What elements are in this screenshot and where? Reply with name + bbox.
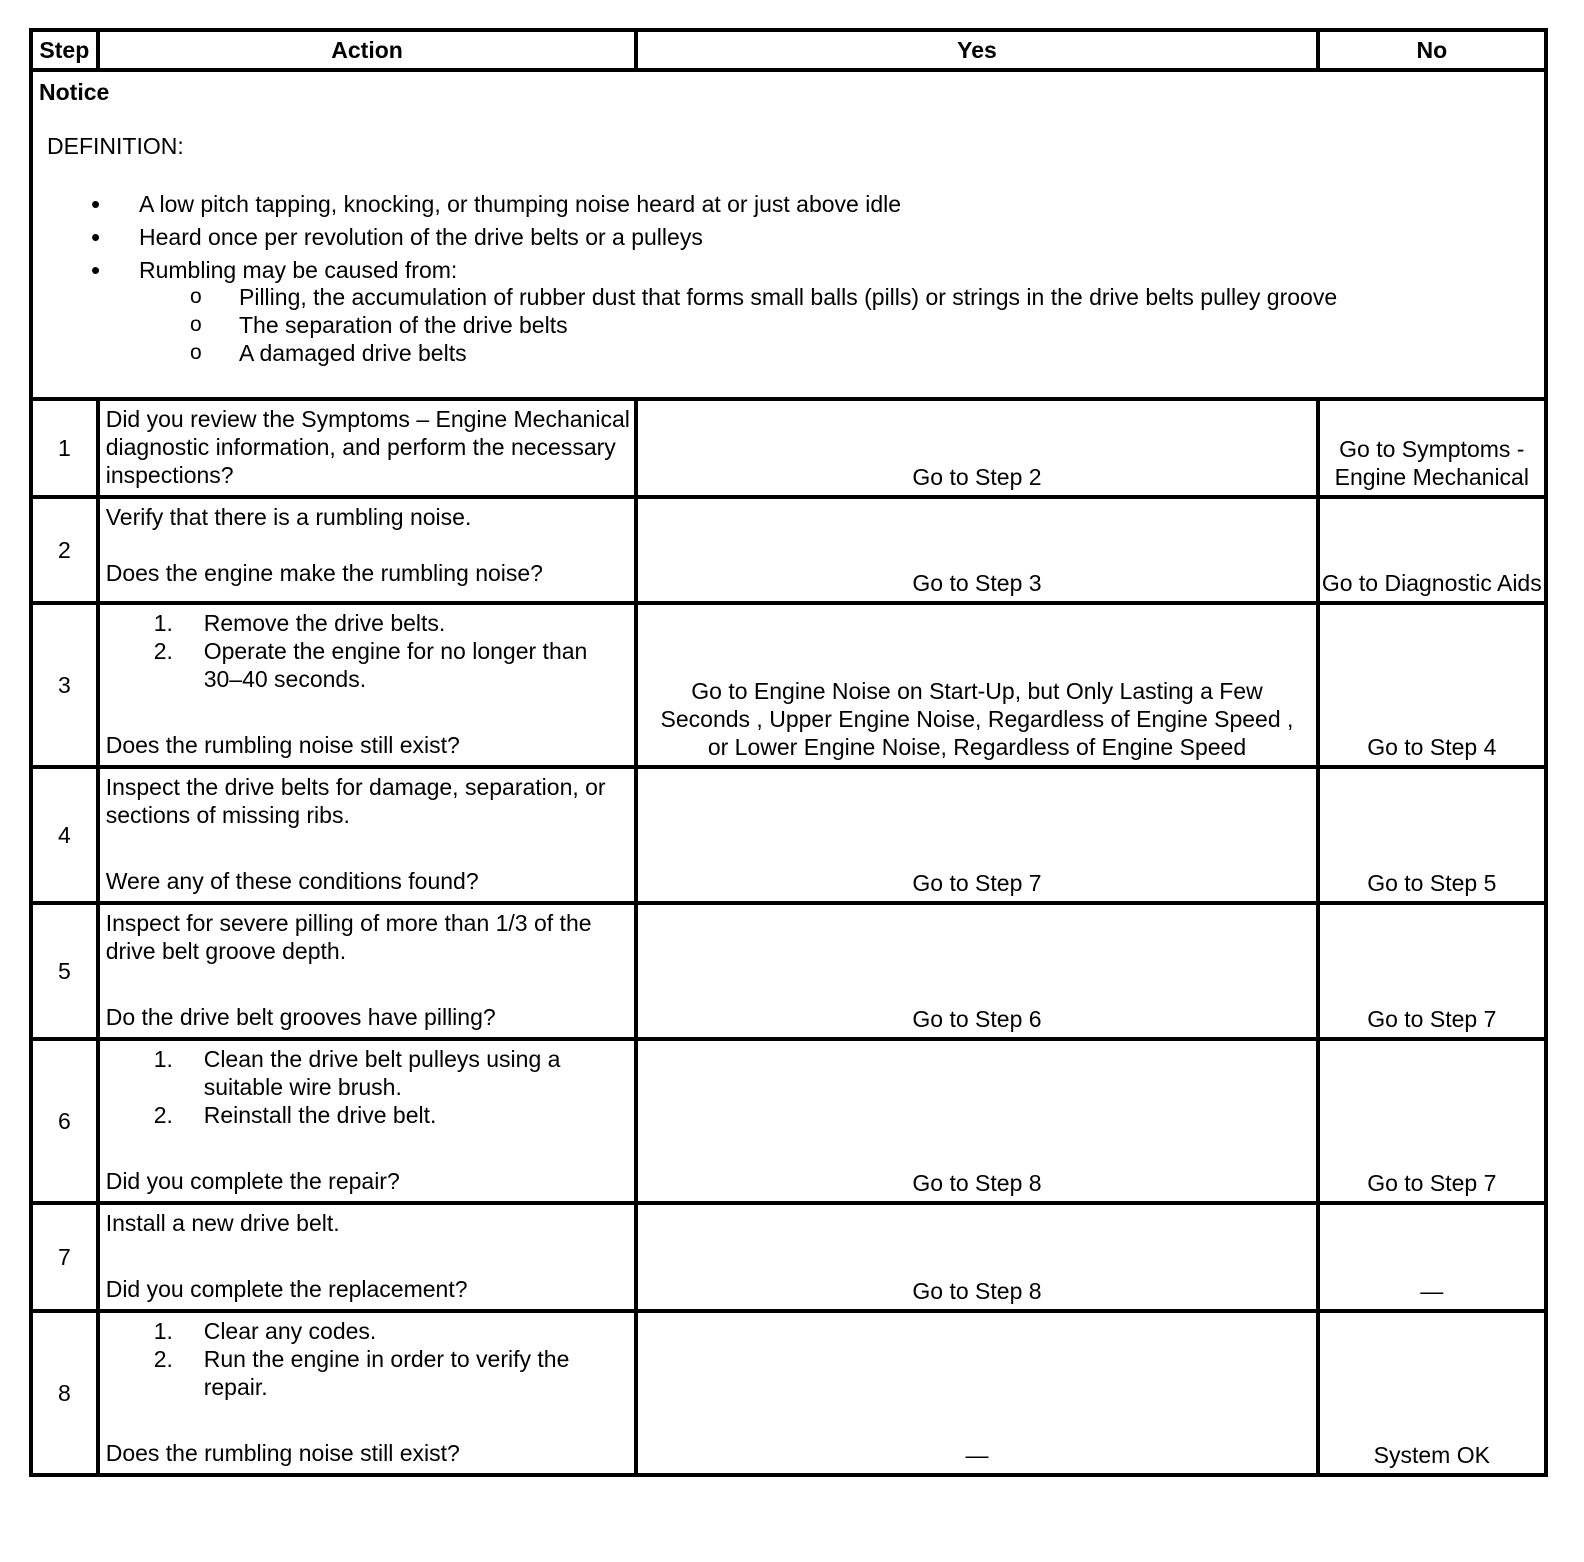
notice-row — [31, 70, 1546, 399]
step-number: 3 — [31, 603, 98, 767]
yes-cell: Go to Step 6 — [636, 903, 1317, 1039]
bullet-item — [39, 254, 1538, 367]
yes-cell: — — [636, 1311, 1317, 1475]
no-cell: Go to Step 7 — [1318, 903, 1546, 1039]
sub-bullet-item: o A damaged drive belts — [139, 339, 1538, 367]
step-number: 1 — [31, 399, 98, 497]
spacer — [106, 829, 631, 867]
action-cell — [98, 1203, 637, 1311]
yes-cell: Go to Step 8 — [636, 1203, 1317, 1311]
header-no: No — [1318, 30, 1546, 70]
item-text: Clear any codes. — [203, 1318, 377, 1344]
action-steps — [106, 1317, 631, 1401]
yes-cell: Go to Step 8 — [636, 1039, 1317, 1203]
step-row — [31, 1203, 1546, 1311]
step-number: 5 — [31, 903, 98, 1039]
action-question: Does the rumbling noise still exist? — [105, 1440, 460, 1466]
action-text: Did you review the Symptoms – Engine Mechanical diagnostic information, and perform the necessary inspections? — [105, 406, 630, 488]
header-yes: Yes — [636, 30, 1317, 70]
action-question: Do the drive belt grooves have pilling? — [105, 1004, 496, 1030]
diagnostic-table — [29, 28, 1548, 1477]
step-number: 2 — [31, 497, 98, 603]
action-question: Did you complete the repair? — [105, 1168, 400, 1194]
header-action: Action — [98, 30, 637, 70]
bullet-item: • Heard once per revolution of the drive belts or a pulleys — [39, 221, 1538, 254]
step-row — [31, 767, 1546, 903]
item-text: Run the engine in order to verify the repair. — [203, 1346, 570, 1400]
header-step: Step — [31, 30, 98, 70]
item-number: 1. — [153, 1046, 173, 1072]
action-text: Inspect the drive belts for damage, separation, or sections of missing ribs. — [105, 774, 606, 828]
bullet-text: Rumbling may be caused from: — [139, 257, 458, 283]
action-cell — [98, 603, 637, 767]
action-question: Were any of these conditions found? — [105, 868, 479, 894]
item-number: 2. — [153, 1102, 173, 1128]
yes-cell: Go to Step 7 — [636, 767, 1317, 903]
action-cell — [98, 903, 637, 1039]
notice-title: Notice — [39, 79, 110, 105]
no-cell: System OK — [1318, 1311, 1546, 1475]
step-number: 8 — [31, 1311, 98, 1475]
action-cell — [98, 399, 637, 497]
action-cell — [98, 1039, 637, 1203]
action-step-item — [106, 637, 631, 693]
no-cell: Go to Diagnostic Aids — [1318, 497, 1546, 603]
spacer — [106, 1237, 631, 1275]
action-step-item — [106, 1101, 631, 1129]
sub-bullet-item: o Pilling, the accumulation of rubber dust that forms small balls (pills) or strings in the drive belts pulley groove — [139, 283, 1538, 311]
no-cell: Go to Step 7 — [1318, 1039, 1546, 1203]
no-cell: Go to Step 5 — [1318, 767, 1546, 903]
notice-sub-bullets — [139, 283, 1538, 367]
action-cell — [98, 767, 637, 903]
step-number: 7 — [31, 1203, 98, 1311]
spacer — [106, 1129, 631, 1167]
yes-cell: Go to Engine Noise on Start-Up, but Only Lasting a Few Seconds , Upper Engine Noise, Regardless of Engine Speed , or Lower Engine Noise, Regardless of Engine Speed — [636, 603, 1317, 767]
step-row — [31, 1039, 1546, 1203]
item-text: Reinstall the drive belt. — [203, 1102, 437, 1128]
item-number: 1. — [153, 1318, 173, 1344]
item-number: 2. — [153, 638, 173, 664]
action-question: Did you complete the replacement? — [105, 1276, 468, 1302]
sub-bullet-item: o The separation of the drive belts — [139, 311, 1538, 339]
spacer — [106, 1401, 631, 1439]
action-text: Install a new drive belt. — [105, 1210, 340, 1236]
item-text: Clean the drive belt pulleys using a suitable wire brush. — [203, 1046, 561, 1100]
action-text: Verify that there is a rumbling noise. — [105, 504, 472, 530]
action-question: Does the rumbling noise still exist? — [105, 732, 460, 758]
yes-cell: Go to Step 2 — [636, 399, 1317, 497]
bullet-item: • A low pitch tapping, knocking, or thumping noise heard at or just above idle — [39, 188, 1538, 221]
no-cell: Go to Symptoms - Engine Mechanical — [1318, 399, 1546, 497]
action-cell — [98, 497, 637, 603]
step-row — [31, 497, 1546, 603]
notice-cell — [31, 70, 1546, 399]
step-row — [31, 399, 1546, 497]
header-row — [31, 30, 1546, 70]
spacer — [106, 531, 631, 559]
no-cell: Go to Step 4 — [1318, 603, 1546, 767]
action-question: Does the engine make the rumbling noise? — [105, 560, 543, 586]
no-cell: — — [1318, 1203, 1546, 1311]
step-number: 4 — [31, 767, 98, 903]
item-number: 2. — [153, 1346, 173, 1372]
yes-cell: Go to Step 3 — [636, 497, 1317, 603]
action-steps — [106, 1045, 631, 1129]
action-step-item — [106, 1345, 631, 1401]
item-text: Operate the engine for no longer than 30–40 seconds. — [203, 638, 588, 692]
action-step-item — [106, 1317, 631, 1345]
action-text: Inspect for severe pilling of more than 1/3 of the drive belt groove depth. — [105, 910, 592, 964]
item-number: 1. — [153, 610, 173, 636]
step-row — [31, 903, 1546, 1039]
item-text: Remove the drive belts. — [203, 610, 446, 636]
action-step-item — [106, 1045, 631, 1101]
step-row — [31, 1311, 1546, 1475]
step-row — [31, 603, 1546, 767]
action-cell — [98, 1311, 637, 1475]
spacer — [106, 693, 631, 731]
definition-label: DEFINITION: — [47, 133, 184, 159]
spacer — [106, 965, 631, 1003]
notice-bullets — [39, 188, 1538, 367]
step-number: 6 — [31, 1039, 98, 1203]
action-steps — [106, 609, 631, 693]
action-step-item — [106, 609, 631, 637]
